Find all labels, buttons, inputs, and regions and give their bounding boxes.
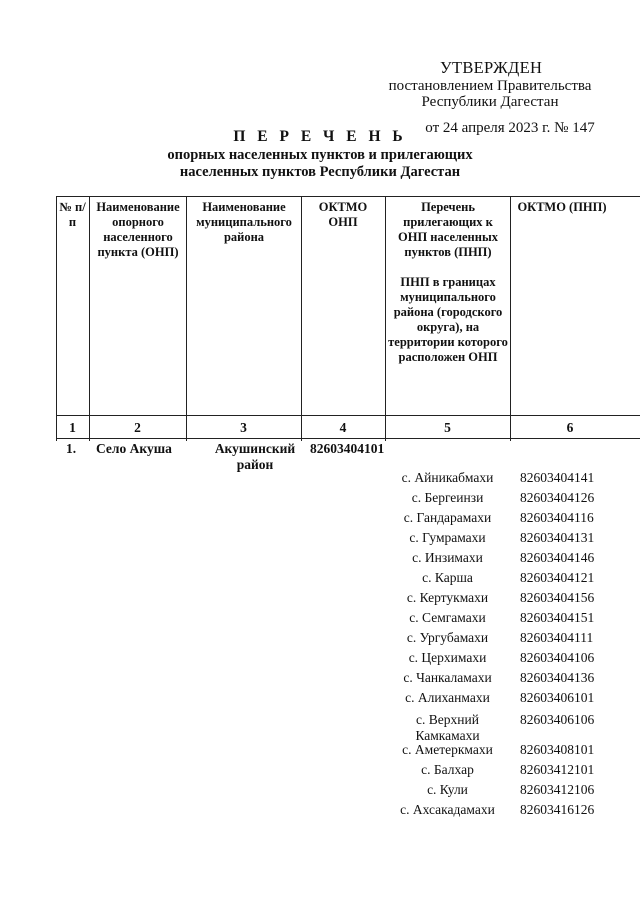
- column-number: 6: [566, 420, 574, 435]
- pnp-name: с. Алиханмахи: [405, 690, 490, 705]
- list-item: [385, 550, 640, 570]
- col-divider: [186, 196, 187, 441]
- header-col-pnp-title: Перечень прилегающих к ОНП населенных пунктов (ПНП): [398, 200, 498, 259]
- approved-label: УТВЕРЖДЕН: [440, 58, 543, 77]
- pnp-oktmo: 82603404111: [520, 630, 594, 645]
- column-number: 2: [134, 420, 141, 435]
- approved-by-line: постановлением Правительства: [388, 78, 592, 94]
- col-divider: [89, 196, 90, 441]
- col-divider: [510, 196, 511, 441]
- list-item: [385, 742, 640, 762]
- document-subtitle-2: населенных пунктов Республики Дагестан: [179, 164, 461, 180]
- pnp-name: с. Гандарамахи: [403, 510, 492, 525]
- pnp-oktmo: 82603412101: [520, 762, 595, 777]
- col-divider: [56, 196, 57, 441]
- pnp-oktmo: 82603404156: [520, 590, 595, 605]
- pnp-oktmo: 82603406101: [520, 690, 595, 705]
- column-number: 5: [444, 420, 451, 435]
- column-number: 3: [240, 420, 247, 435]
- pnp-oktmo: 82603404116: [520, 510, 594, 525]
- pnp-name: с. Чанкаламахи: [403, 670, 492, 685]
- list-item: [385, 670, 640, 690]
- row-onp-name: Село Акуша: [96, 441, 172, 456]
- table-header-bottom-border: [56, 415, 640, 416]
- list-item: [385, 510, 640, 530]
- pnp-name: с. Карша: [422, 570, 473, 585]
- list-item: [385, 570, 640, 590]
- list-item: [385, 470, 640, 490]
- pnp-oktmo: 82603404121: [520, 570, 595, 585]
- list-item: [385, 610, 640, 630]
- header-col-number: № п/п: [59, 200, 86, 229]
- column-number: 1: [69, 420, 76, 435]
- list-item: [385, 802, 640, 822]
- pnp-name: с. Балхар: [421, 762, 474, 777]
- pnp-oktmo: 82603404106: [520, 650, 595, 665]
- list-item: [385, 530, 640, 550]
- pnp-name: с. Ахсакадамахи: [400, 802, 495, 817]
- list-item: [385, 690, 640, 710]
- pnp-oktmo: 82603404146: [520, 550, 595, 565]
- list-item: [385, 490, 640, 510]
- list-item: [385, 712, 640, 743]
- row-oktmo-onp: 82603404101: [310, 441, 385, 456]
- pnp-oktmo: 82603404151: [520, 610, 595, 625]
- header-col-district: Наименование муниципального района: [196, 200, 292, 244]
- pnp-name: с. Гумрамахи: [409, 530, 486, 545]
- table-top-border: [56, 196, 640, 197]
- pnp-name: с. Верхний Камкамахи: [415, 712, 480, 743]
- pnp-oktmo: 82603404131: [520, 530, 595, 545]
- header-col-pnp-note: ПНП в границах муниципального района (городского округа), на территории которого расположен ОНП: [388, 275, 508, 364]
- pnp-name: с. Аметеркмахи: [402, 742, 493, 757]
- pnp-name: с. Инзимахи: [412, 550, 483, 565]
- pnp-oktmo: 82603406106: [520, 712, 595, 727]
- pnp-oktmo: 82603404136: [520, 670, 595, 685]
- pnp-oktmo: 82603416126: [520, 802, 595, 817]
- list-item: [385, 782, 640, 802]
- pnp-oktmo: 82603404126: [520, 490, 595, 505]
- col-divider: [385, 196, 386, 441]
- header-col-oktmo-pnp: ОКТМО (ПНП): [517, 200, 607, 214]
- header-col-oktmo-onp: ОКТМО ОНП: [318, 200, 368, 229]
- approved-republic-line: Республики Дагестан: [421, 94, 559, 110]
- pnp-name: с. Церхимахи: [408, 650, 487, 665]
- table-header-grid: [56, 196, 640, 441]
- pnp-name: с. Айникабмахи: [401, 470, 494, 485]
- pnp-name: с. Ургубамахи: [406, 630, 489, 645]
- column-number: 4: [339, 420, 347, 435]
- approved-date-line: от 24 апреля 2023 г. № 147: [425, 120, 595, 136]
- row-number: 1.: [66, 441, 77, 456]
- pnp-name: с. Семгамахи: [409, 610, 486, 625]
- table-numbers-bottom-border: [56, 438, 640, 439]
- pnp-name: с. Бергеинзи: [411, 490, 484, 505]
- pnp-oktmo: 82603412106: [520, 782, 595, 797]
- pnp-name: с. Кули: [427, 782, 468, 797]
- col-divider: [301, 196, 302, 441]
- document-title: П Е Р Е Ч Е Н Ь: [233, 128, 407, 145]
- list-item: [385, 630, 640, 650]
- list-item: [385, 650, 640, 670]
- pnp-name: с. Кертукмахи: [406, 590, 489, 605]
- row-district-name: Акушинский район: [214, 441, 296, 472]
- header-col-onp: Наименование опорного населенного пункта (ОНП): [96, 200, 180, 259]
- list-item: [385, 590, 640, 610]
- pnp-oktmo: 82603404141: [520, 470, 595, 485]
- pnp-oktmo: 82603408101: [520, 742, 595, 757]
- header-col-pnp: [388, 200, 508, 365]
- document-subtitle-1: опорных населенных пунктов и прилегающих: [167, 147, 473, 163]
- list-item: [385, 762, 640, 782]
